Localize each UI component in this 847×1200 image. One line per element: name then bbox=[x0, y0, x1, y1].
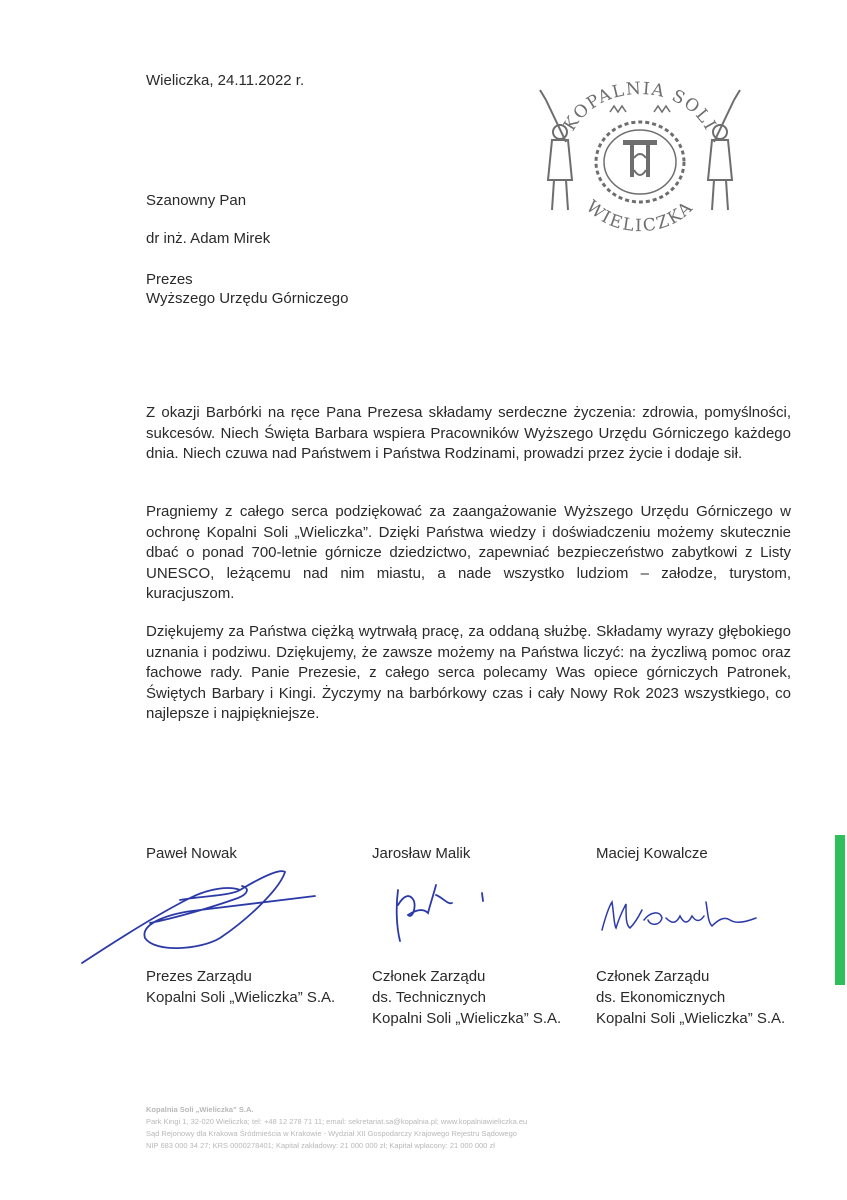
footer-line-2: Sąd Rejonowy dla Krakowa Śródmieścia w Krakowie - Wydział XII Gospodarczy Krajowego Rejestru Sądowego bbox=[146, 1129, 517, 1138]
signer-title-3 bbox=[596, 966, 785, 1029]
signer-title-line: Kopalni Soli „Wieliczka” S.A. bbox=[146, 989, 336, 1006]
signature-jaroslaw-malik bbox=[390, 875, 500, 945]
signer-title-line: ds. Ekonomicznych bbox=[596, 989, 726, 1006]
footer-line-1: Park Kingi 1, 32-020 Wieliczka; tel: +48 12 278 71 11; email: sekretariat.sa@kopalnia.pl; www.kopalniawieliczka.eu bbox=[146, 1117, 528, 1126]
signer-name-1: Paweł Nowak bbox=[146, 845, 237, 862]
signer-title-line: Kopalni Soli „Wieliczka” S.A. bbox=[596, 1010, 786, 1027]
footer-line-3: NIP 683 000 34 27; KRS 0000278401; Kapitał zakładowy: 21 000 000 zł; Kapitał wpłacony: 21 000 000 zł bbox=[146, 1141, 495, 1150]
green-margin-bar bbox=[835, 835, 845, 985]
salutation: Szanowny Pan bbox=[146, 192, 247, 209]
recipient-role bbox=[146, 270, 348, 308]
svg-text:KOPALNIA SOLI: KOPALNIA SOLI bbox=[559, 78, 721, 135]
letter-date: Wieliczka, 24.11.2022 r. bbox=[146, 72, 305, 89]
body-paragraph-3: Dziękujemy za Państwa ciężką wytrwałą pracę, za oddaną służbę. Składamy wyrazy głębokiego uznania i podziwu. Dziękujemy, że zawsze możemy na Państwa liczyć: na życzliwą pomoc oraz fachowe rady. Panie Prezesie, z całego serca polecamy Was opiece górniczych Patronek, Świętych Barbary i Kingi. Życzymy na barbórkowy czas i cały Nowy Rok 2023 wszystkiego, co najlepsze i najpiękniejsze. bbox=[146, 623, 791, 722]
signer-title-line: ds. Technicznych bbox=[372, 989, 486, 1006]
signer-title-line: Kopalni Soli „Wieliczka” S.A. bbox=[372, 1010, 562, 1027]
recipient-role-line2: Wyższego Urzędu Górniczego bbox=[146, 290, 349, 307]
footer-company: Kopalnia Soli „Wieliczka” S.A. bbox=[146, 1105, 254, 1114]
logo-emblem-icon bbox=[530, 70, 750, 250]
letterhead-footer bbox=[146, 1104, 527, 1152]
recipient-role-line1: Prezes bbox=[146, 271, 193, 288]
body-paragraph-1: Z okazji Barbórki na ręce Pana Prezesa składamy serdeczne życzenia: zdrowia, pomyślności, sukcesów. Niech Święta Barbara wspiera Pracowników Wyższego Urzędu Górniczego każdego dnia. Niech czuwa nad Państwem i Państwa Rodzinami, prowadzi przez życie i dodaje sił. bbox=[146, 404, 791, 462]
kopalnia-soli-wieliczka-logo bbox=[530, 70, 750, 250]
signer-title-line: Prezes Zarządu bbox=[146, 968, 252, 985]
body-paragraph-2: Pragniemy z całego serca podziękować za zaangażowanie Wyższego Urzędu Górniczego w ochronę Kopalni Soli „Wieliczka”. Dzięki Państwa wiedzy i doświadczeniu możemy skutecznie dbać o ponad 700-letnie górnicze dziedzictwo, zapewniać bezpieczeństwo zabytkowi z Listy UNESCO, leżącemu nad nim miastu, a nade wszystko ludziom – załodze, turystom, kuracjuszom. bbox=[146, 503, 791, 602]
signer-title-line: Członek Zarządu bbox=[596, 968, 710, 985]
recipient-name: dr inż. Adam Mirek bbox=[146, 230, 271, 247]
svg-text:WIELICZKA: WIELICZKA bbox=[582, 196, 698, 237]
signer-name-2: Jarosław Malik bbox=[372, 845, 471, 862]
signature-pawel-nowak bbox=[80, 858, 330, 968]
signature-maciej-kowalcze bbox=[596, 890, 766, 940]
signer-title-1 bbox=[146, 966, 335, 1008]
signer-title-line: Członek Zarządu bbox=[372, 968, 486, 985]
signer-name-3: Maciej Kowalcze bbox=[596, 845, 708, 862]
signer-title-2 bbox=[372, 966, 561, 1029]
